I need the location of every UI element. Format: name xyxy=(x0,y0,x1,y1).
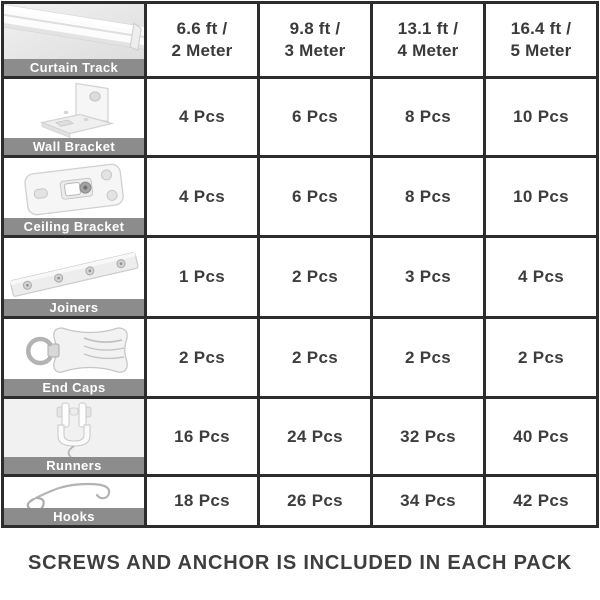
qty-cell-wall-bracket-5m xyxy=(486,79,596,155)
qty-value: 3 Pcs xyxy=(405,267,451,286)
qty-value: 32 Pcs xyxy=(400,426,456,446)
row-label-joiners: Joiners xyxy=(4,299,144,316)
qty-cell-runners-5m xyxy=(486,399,596,474)
qty-cell-joiners-3m xyxy=(260,238,370,316)
qty-cell-wall-bracket-4m xyxy=(373,79,483,155)
qty-value: 10 Pcs xyxy=(513,186,569,206)
qty-value: 6 Pcs xyxy=(292,107,338,126)
qty-value: 24 Pcs xyxy=(287,426,343,446)
size-meter: 3 Meter xyxy=(284,41,346,60)
column-header-5m xyxy=(486,4,596,76)
qty-cell-runners-4m xyxy=(373,399,483,474)
column-header-3m xyxy=(260,4,370,76)
qty-value: 10 Pcs xyxy=(513,107,569,126)
qty-value: 40 Pcs xyxy=(513,426,569,446)
spec-table xyxy=(1,1,599,528)
curtain-track-icon xyxy=(4,4,144,59)
row-label-ceiling-bracket: Ceiling Bracket xyxy=(4,218,144,235)
qty-cell-end-caps-4m xyxy=(373,319,483,396)
qty-cell-runners-3m xyxy=(260,399,370,474)
row-label-wall-bracket: Wall Bracket xyxy=(4,138,144,155)
qty-value: 4 Pcs xyxy=(179,107,225,126)
size-ft: 6.6 ft / xyxy=(176,19,228,38)
qty-cell-ceiling-bracket-4m xyxy=(373,158,483,235)
qty-value: 1 Pcs xyxy=(179,267,225,286)
row-runners xyxy=(4,399,144,474)
row-label-end-caps: End Caps xyxy=(4,379,144,396)
qty-cell-ceiling-bracket-2m xyxy=(147,158,257,235)
qty-value: 4 Pcs xyxy=(518,267,564,286)
size-ft: 16.4 ft / xyxy=(510,19,572,38)
ceiling-bracket-icon xyxy=(4,158,144,218)
column-header-4m xyxy=(373,4,483,76)
qty-value: 34 Pcs xyxy=(400,491,456,510)
qty-value: 42 Pcs xyxy=(513,491,569,510)
qty-value: 16 Pcs xyxy=(174,426,230,446)
row-hooks xyxy=(4,477,144,525)
row-curtain-track xyxy=(4,4,144,76)
row-label-runners: Runners xyxy=(4,457,144,474)
row-joiners xyxy=(4,238,144,316)
end-caps-icon xyxy=(4,319,144,379)
qty-cell-hooks-2m xyxy=(147,477,257,525)
row-label-curtain-track: Curtain Track xyxy=(4,59,144,76)
qty-value: 2 Pcs xyxy=(405,347,451,367)
qty-cell-joiners-4m xyxy=(373,238,483,316)
qty-value: 8 Pcs xyxy=(405,186,451,206)
qty-cell-end-caps-3m xyxy=(260,319,370,396)
qty-cell-ceiling-bracket-3m xyxy=(260,158,370,235)
column-header-2m xyxy=(147,4,257,76)
footer-note: SCREWS AND ANCHOR IS INCLUDED IN EACH PACK xyxy=(28,552,572,574)
joiners-icon xyxy=(4,238,144,299)
qty-cell-end-caps-2m xyxy=(147,319,257,396)
qty-cell-joiners-2m xyxy=(147,238,257,316)
size-meter: 4 Meter xyxy=(397,41,459,60)
qty-value: 18 Pcs xyxy=(174,491,230,510)
hooks-icon xyxy=(4,477,144,508)
qty-value: 8 Pcs xyxy=(405,107,451,126)
row-ceiling-bracket xyxy=(4,158,144,235)
qty-value: 4 Pcs xyxy=(179,186,225,206)
qty-cell-hooks-4m xyxy=(373,477,483,525)
qty-cell-runners-2m xyxy=(147,399,257,474)
qty-cell-wall-bracket-2m xyxy=(147,79,257,155)
runners-icon xyxy=(4,399,144,457)
qty-value: 26 Pcs xyxy=(287,491,343,510)
qty-value: 2 Pcs xyxy=(179,347,225,367)
size-meter: 2 Meter xyxy=(171,41,233,60)
qty-cell-hooks-5m xyxy=(486,477,596,525)
size-ft: 13.1 ft / xyxy=(397,19,459,38)
size-meter: 5 Meter xyxy=(510,41,572,60)
wall-bracket-icon xyxy=(4,79,144,138)
row-end-caps xyxy=(4,319,144,396)
qty-value: 2 Pcs xyxy=(292,347,338,367)
row-wall-bracket xyxy=(4,79,144,155)
qty-cell-joiners-5m xyxy=(486,238,596,316)
row-label-hooks: Hooks xyxy=(4,508,144,525)
qty-cell-hooks-3m xyxy=(260,477,370,525)
qty-value: 2 Pcs xyxy=(292,267,338,286)
qty-value: 2 Pcs xyxy=(518,347,564,367)
qty-cell-wall-bracket-3m xyxy=(260,79,370,155)
qty-cell-end-caps-5m xyxy=(486,319,596,396)
size-ft: 9.8 ft / xyxy=(289,19,341,38)
qty-cell-ceiling-bracket-5m xyxy=(486,158,596,235)
qty-value: 6 Pcs xyxy=(292,186,338,206)
